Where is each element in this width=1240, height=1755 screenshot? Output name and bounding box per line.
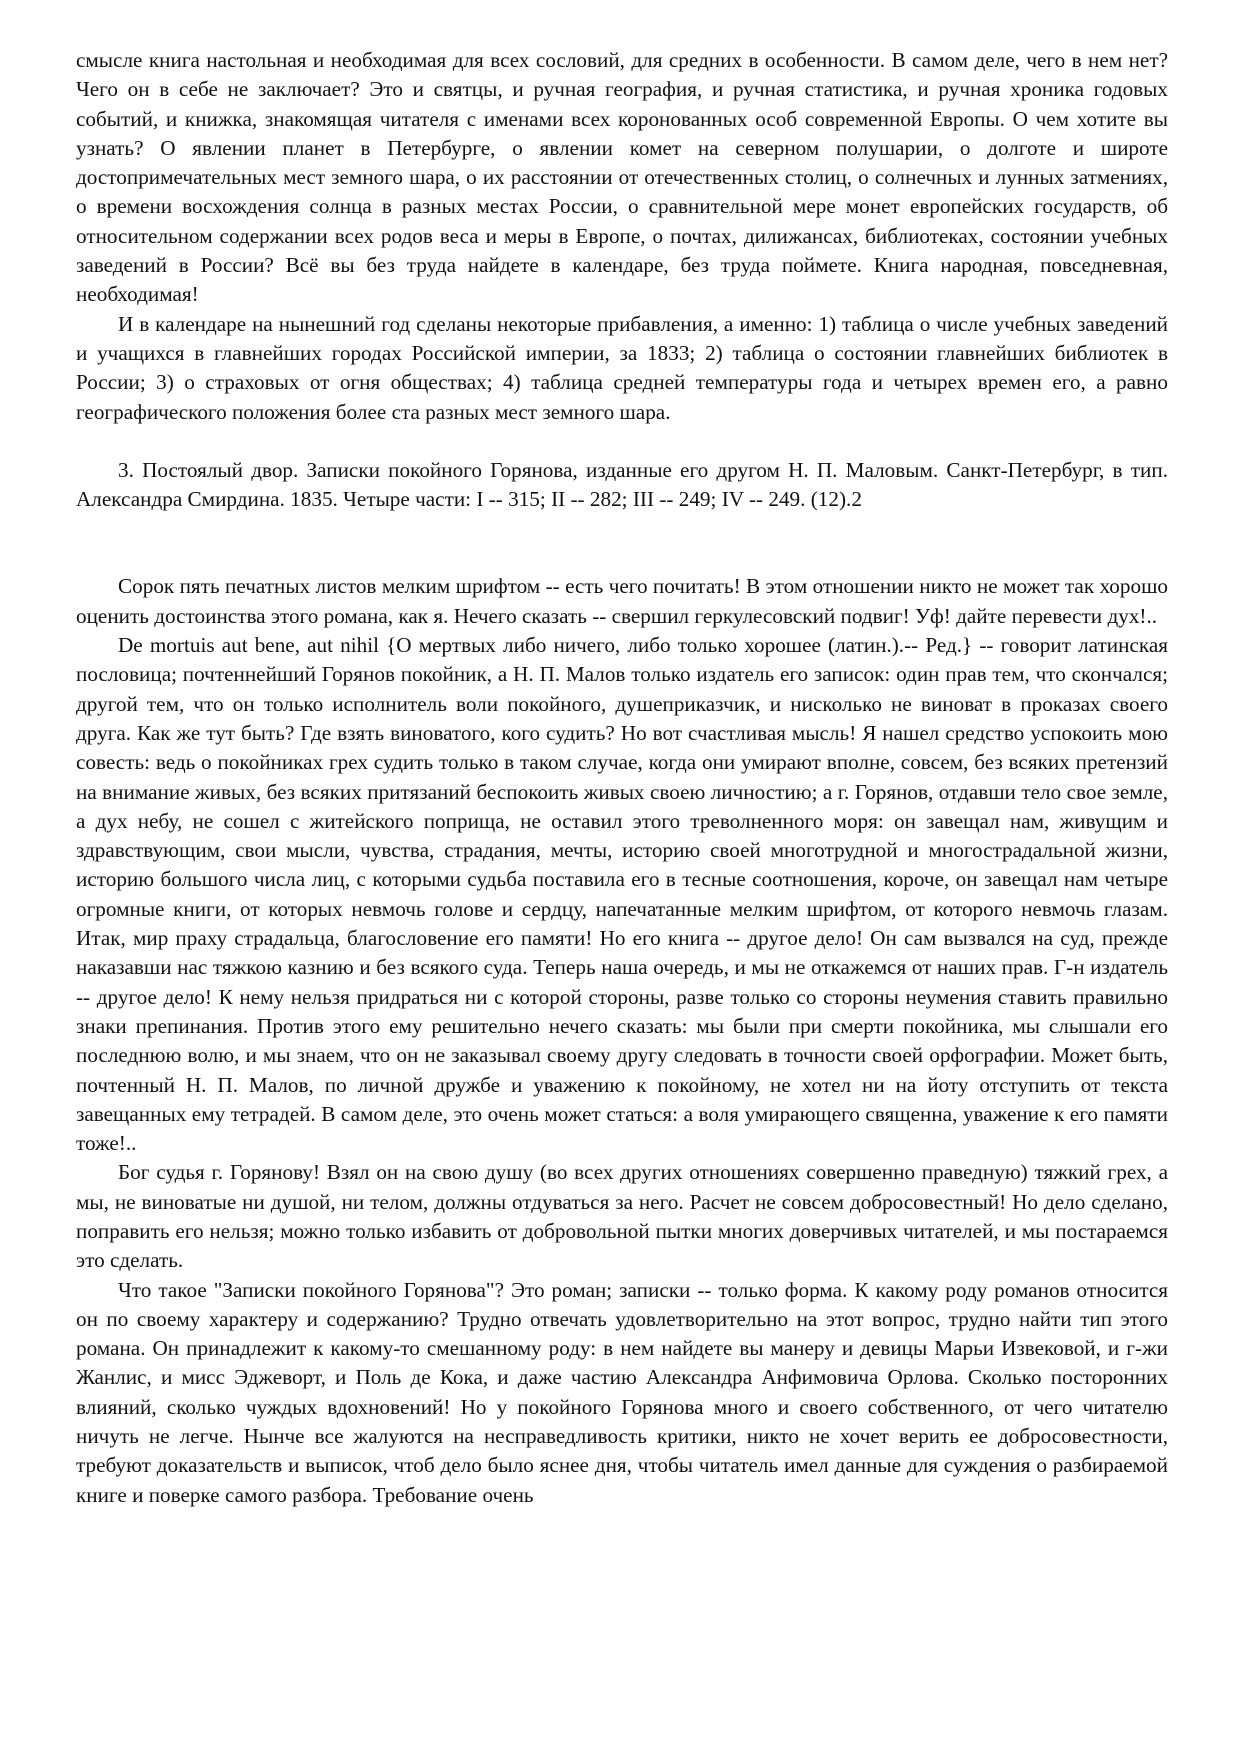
paragraph-calendar-contents: смысле книга настольная и необходимая для всех сословий, для средних в особенности. В самом деле, чего в нем нет? Чего он в себе не заключает? Это и святцы, и ручная география, и ручная статистика, и ручная хроника годовых событий, и книжка, знакомящая читателя с именами всех коронованных особ современной Европы. О чем хотите вы узнать? О явлении планет в Петербурге, о явлении комет на северном полушарии, о долготе и широте достопримечательных мест земного шара, о их расстоянии от отечественных столиц, о солнечных и лунных затмениях, о времени восхождения солнца в разных местах России, о сравнительной мере монет европейских государств, об относительном содержании всех родов веса и меры в Европе, о почтах, дилижансах, библиотеках, состоянии учебных заведений в России? Всё вы без труда найдете в календаре, без труда поймете. Книга народная, повседневная, необходимая! (76, 48, 1168, 307)
paragraph-review-opening: Сорок пять печатных листов мелким шрифтом -- есть чего почитать! В этом отношении никто не может так хорошо оценить достоинства этого романа, как я. Нечего сказать -- свершил геркулесовский подвиг! Уф! дайте перевести дух!.. (76, 574, 1168, 628)
document-page (76, 46, 1168, 1510)
paragraph-book-entry-heading: 3. Постоялый двор. Записки покойного Горянова, изданные его другом Н. П. Маловым. Санкт-Петербург, в тип. Александра Смирдина. 1835. Четыре части: I -- 315; II -- 282; III -- 249; IV -- 249. (12).2 (76, 457, 1168, 512)
spacer (76, 514, 1168, 572)
spacer (76, 427, 1168, 456)
paragraph-god-judge: Бог судья г. Горянову! Взял он на свою душу (во всех других отношениях совершенно праведную) тяжкий грех, а мы, не виноватые ни душой, ни телом, должны отдуваться за него. Расчет не совсем добросовестный! Но дело сделано, поправить его нельзя; можно только избавить от добровольной пытки многих доверчивых читателей, и мы постараемся это сделать. (76, 1160, 1168, 1273)
paragraph-de-mortuis: De mortuis aut bene, aut nihil {О мертвых либо ничего, либо только хорошее (латин.).-- Ред.} -- говорит латинская пословица; почтеннейший Горянов покойник, а Н. П. Малов только издатель его записок: один прав тем, что скончался; другой тем, что он только исполнитель воли покойного, душеприказчик, и нисколько не виноват в проказах своего друга. Как же тут быть? Где взять виноватого, кого судить? Но вот счастливая мысль! Я нашел средство успокоить мою совесть: ведь о покойниках грех судить только в таком случае, когда они умирают вполне, совсем, без всяких претензий на внимание живых, без всяких притязаний беспокоить живых своею личностию; а г. Горянов, отдавши тело свое земле, а дух небу, не сошел с житейского поприща, не оставил этого треволненного моря: он завещал нам, живущим и здравствующим, свои мысли, чувства, страдания, мечты, историю своей многотрудной и многострадальной жизни, историю большого числа лиц, с которыми судьба поставила его в тесные соотношения, короче, он завещал нам четыре огромные книги, от которых невмочь голове и сердцу, напечатанные мелким шрифтом, от которого невмочь глазам. Итак, мир праху страдальца, благословение его памяти! Но его книга -- другое дело! Он сам вызвался на суд, прежде наказавши нас тяжкою казнию и без всякого суда. Теперь наша очередь, и мы не откажемся от наших прав. Г-н издатель -- другое дело! К нему нельзя придраться ни с которой стороны, разве только со стороны неумения ставить правильно знаки препинания. Против этого ему решительно нечего сказать: мы были при смерти покойника, мы слышали его последнюю волю, и мы знаем, что он не заказывал своему другу следовать в точности своей орфографии. Может быть, почтенный Н. П. Малов, по личной дружбе и уважению к покойному, не хотел ни на йоту отступить от текста завещанных ему тетрадей. В самом деле, это очень может статься: а воля умирающего священна, уважение к его памяти тоже!.. (76, 633, 1168, 1156)
paragraph-calendar-additions: И в календаре на нынешний год сделаны некоторые прибавления, а именно: 1) таблица о числе учебных заведений и учащихся в главнейших городах Российской империи, за 1833; 2) таблица о состоянии главнейших библиотек в России; 3) о страховых от огня обществах; 4) таблица средней температуры года и четырех времен его, а равно географического положения более ста разных мест земного шара. (76, 311, 1168, 424)
paragraph-what-is-notes: Что такое "Записки покойного Горянова"? Это роман; записки -- только форма. К какому роду романов относится он по своему характеру и содержанию? Трудно отвечать удовлетворительно на этот вопрос, трудно найти тип этого романа. Он принадлежит к какому-то смешанному роду: в нем найдете вы манеру и девицы Марьи Извековой, и г-жи Жанлис, и мисс Эджеворт, и Поль де Кока, и даже частию Александра Анфимовича Орлова. Сколько посторонних влияний, сколько чуждых вдохновений! Но у покойного Горянова много и своего собственного, от чего читателю ничуть не легче. Нынче все жалуются на несправедливость критики, никто не хочет верить ее добросовестности, требуют доказательств и выписок, чтоб дело было яснее дня, чтобы читатель имел данные для суждения о разбираемой книге и поверке самого разбора. Требование очень (76, 1277, 1168, 1507)
